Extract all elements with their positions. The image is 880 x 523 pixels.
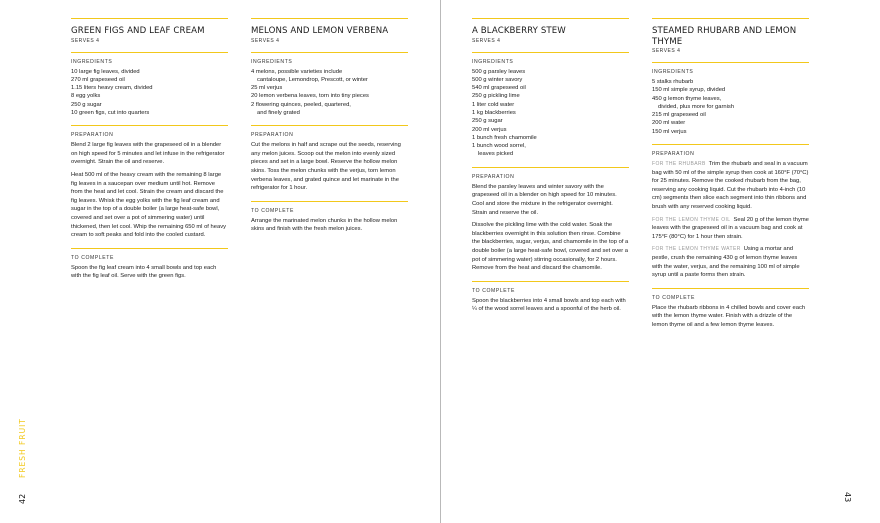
ingredients-heading: INGREDIENTS <box>472 58 514 65</box>
section-rule <box>251 52 408 53</box>
ingredient-item: 5 stalks rhubarb <box>652 79 694 85</box>
recipe-melons <box>251 18 408 238</box>
step-sublabel: FOR THE LEMON THYME OIL <box>652 216 731 223</box>
recipe-title: STEAMED RHUBARB AND LEMON THYME <box>652 26 797 47</box>
ingredient-item: 1 liter cold water <box>472 101 515 108</box>
title-rule <box>472 18 629 19</box>
preparation-paragraph <box>71 141 228 167</box>
preparation-heading: PREPARATION <box>71 132 114 139</box>
ingredient-item: 150 ml verjus <box>652 128 687 135</box>
ingredient-item: 540 ml grapeseed oil <box>472 85 526 92</box>
recipe-title: GREEN FIGS AND LEAF CREAM <box>71 26 205 36</box>
preparation-paragraph <box>71 171 228 240</box>
complete-paragraph: Arrange the marinated melon chunks in the hollow melon skins and finish with the fresh melon juices. <box>251 217 398 233</box>
ingredients-heading: INGREDIENTS <box>71 58 113 65</box>
ingredients-heading: INGREDIENTS <box>251 58 293 65</box>
section-rule <box>71 248 228 249</box>
ingredient-item: 250 g sugar <box>71 101 102 108</box>
complete-paragraph: Spoon the fig leaf cream into 4 small bowls and top each with the fig leaf oil. Serve with the green figs. <box>71 264 217 280</box>
serves-label: SERVES 4 <box>472 37 501 44</box>
title-rule <box>71 18 228 19</box>
ingredient-item: 1.15 liters heavy cream, divided <box>71 85 153 92</box>
step-sublabel: FOR THE RHUBARB <box>652 161 706 168</box>
ingredient-item: 500 g winter savory <box>472 76 523 83</box>
ingredient-item: 200 ml water <box>652 120 686 127</box>
serves-label: SERVES 4 <box>251 37 280 44</box>
preparation-heading: PREPARATION <box>472 173 515 180</box>
preparation-paragraph <box>472 183 629 217</box>
step-text: Dissolve the pickling lime with the cold water. Soak the blackberries overnight in this solution then rinse. Combine the blackberries, sugar, verjus, and chamomile in the top of a double boiler (a large heat-safe bowl, covered and set over a pot of simmering water) stirring occasionally, for 2 hours. Remove from the heat and discard the chamomile. <box>472 222 629 272</box>
ingredient-item: 25 ml verjus <box>251 85 283 92</box>
preparation-paragraph <box>251 141 408 193</box>
complete-heading: TO COMPLETE <box>251 207 295 214</box>
right-page <box>441 0 880 523</box>
ingredient-item: 4 melons, possible varieties include <box>251 68 343 75</box>
preparation-paragraph <box>652 216 809 242</box>
preparation-heading: PREPARATION <box>652 151 695 158</box>
step-text: Blend 2 large fig leaves with the grapeseed oil in a blender on high speed for 5 minutes and let infuse in the refrigerator overnight. Strain the oil and reserve. <box>71 142 225 166</box>
page-number-right: 43 <box>843 492 852 503</box>
ingredient-item: 150 ml simple syrup, divided <box>652 87 726 94</box>
section-rule <box>652 288 809 289</box>
running-head: FRESH FRUIT <box>18 418 27 478</box>
preparation-paragraph <box>472 221 629 273</box>
preparation-paragraph <box>652 245 809 279</box>
section-rule <box>652 62 809 63</box>
section-rule <box>472 52 629 53</box>
title-rule <box>652 18 809 19</box>
preparation-heading: PREPARATION <box>251 132 294 139</box>
ingredient-item: 270 ml grapeseed oil <box>71 76 125 83</box>
ingredient-item: 2 flowering quinces, peeled, quartered, <box>251 101 351 108</box>
complete-heading: TO COMPLETE <box>472 287 516 294</box>
recipe-steamed-rhubarb <box>652 18 809 334</box>
serves-label: SERVES 4 <box>652 48 681 54</box>
ingredient-item: 250 g pickling lime <box>472 93 520 100</box>
ingredient-item: 450 g lemon thyme leaves, <box>652 95 722 102</box>
ingredient-item: 1 bunch fresh chamomile <box>472 134 537 141</box>
preparation-paragraph <box>652 160 809 212</box>
ingredient-item: 8 egg yolks <box>71 93 101 100</box>
step-text: Blend the parsley leaves and winter savory with the grapeseed oil in a blender on high speed for 10 minutes. Cool and store the mixture in the refrigerator overnight. Strain and reserve the oil. <box>472 183 617 216</box>
step-text: Seal 20 g of the lemon thyme leaves with the grapeseed oil in a vacuum bag and cook at 175°F (80°C) for 1 hour then strain. <box>652 216 809 240</box>
complete-paragraph: Place the rhubarb ribbons in 4 chilled bowls and cover each with the lemon thyme water. Finish with a drizzle of the lemon thyme oil and a few lemon thyme leaves. <box>652 304 806 328</box>
ingredient-item: 215 ml grapeseed oil <box>652 112 706 119</box>
section-rule <box>251 125 408 126</box>
section-rule <box>472 281 629 282</box>
ingredients-heading: INGREDIENTS <box>652 69 694 75</box>
ingredient-item: 20 lemon verbena leaves, torn into tiny pieces <box>251 93 369 100</box>
ingredient-item: 10 large fig leaves, divided <box>71 68 140 75</box>
complete-heading: TO COMPLETE <box>71 254 115 261</box>
ingredient-item: 500 g parsley leaves <box>472 68 526 75</box>
step-text: Using a mortar and pestle, crush the remaining 430 g of lemon thyme leaves with the water, verjus, and the remaining 100 ml of simple syrup until a paste forms then strain. <box>652 246 800 279</box>
ingredient-item: and finely grated <box>257 109 300 116</box>
step-text: Cut the melons in half and scrape out the seeds, reserving any melon juices. Scoop out the melon into evenly sized pieces and set in a large bowl. Reserve the hollow melon skins. Toss the melon chunks with the verjus, torn lemon verbena leaves, and grated quince and let marinate in the refrigerator for 1 hour. <box>251 142 401 192</box>
page-number-left: 42 <box>18 493 27 504</box>
section-rule <box>472 167 629 168</box>
complete-heading: TO COMPLETE <box>652 294 696 301</box>
section-rule <box>71 52 228 53</box>
recipe-title: A BLACKBERRY STEW <box>472 26 566 36</box>
step-sublabel: FOR THE LEMON THYME WATER <box>652 246 741 253</box>
step-text: Trim the rhubarb and seal in a vacuum bag with 50 ml of the simple syrup then cook at 160°F (70°C) for 25 minutes. Remove the cooked rhubarb from the bag, reserving any cooking liquid. Cut the rhubarb into 4-inch (10 cm) segments then slice each segment into thin ribbons and brush with any reserved cooking liquid. <box>652 161 809 211</box>
ingredient-item: 200 ml verjus <box>472 126 507 133</box>
section-rule <box>652 144 809 145</box>
step-text: Heat 500 ml of the heavy cream with the remaining 8 large fig leaves in a saucepan over medium until hot. Remove from the heat and let cool. Strain the cream and discard the fig leaves. Whisk the egg yolks with the fig leaf cream and sugar in the top of a double boiler (a large heat-safe bowl, covered and set over a pot of simmering water) until thickened, then let cool. Whip the remaining 650 ml of heavy cream to soft peaks and fold into the cooled custard. <box>71 172 226 239</box>
ingredient-item: divided, plus more for garnish <box>658 103 735 110</box>
recipe-green-figs <box>71 18 228 285</box>
ingredient-item: 250 g sugar <box>472 118 503 125</box>
serves-label: SERVES 4 <box>71 37 100 44</box>
title-rule <box>251 18 408 19</box>
ingredient-item: 10 green figs, cut into quarters <box>71 109 150 116</box>
recipe-title: MELONS AND LEMON VERBENA <box>251 26 389 36</box>
complete-paragraph: Spoon the blackberries into 4 small bowls and top each with ¼ of the wood sorrel leaves and a spoonful of the herb oil. <box>472 297 626 313</box>
ingredient-item: leaves picked <box>478 151 514 158</box>
section-rule <box>251 201 408 202</box>
section-rule <box>71 125 228 126</box>
ingredient-item: 1 bunch wood sorrel, <box>472 143 526 150</box>
ingredient-item: 1 kg blackberries <box>472 109 516 116</box>
ingredient-item: cantaloupe, Lemondrop, Prescott, or winter <box>257 76 368 83</box>
recipe-blackberry-stew <box>472 18 629 318</box>
